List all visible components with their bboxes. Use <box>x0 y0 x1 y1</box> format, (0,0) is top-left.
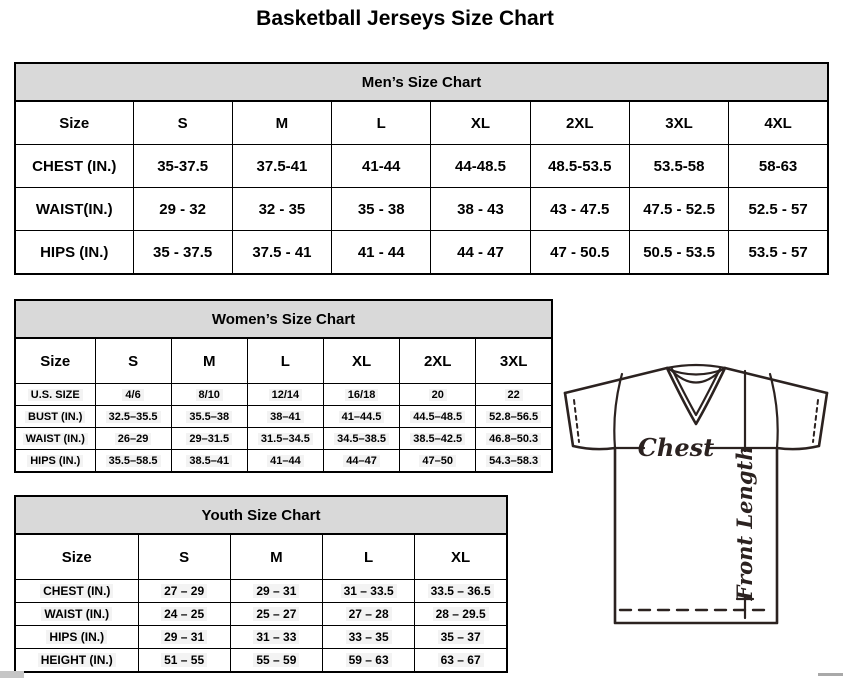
youth-value-cell <box>323 649 415 673</box>
youth-value-text: 51 – 55 <box>161 653 207 667</box>
womens-table-row <box>15 384 552 406</box>
mens-value-cell <box>530 231 629 275</box>
womens-row-label <box>15 450 95 473</box>
page-title: Basketball Jerseys Size Chart <box>256 7 554 30</box>
mens-table-row <box>15 231 828 275</box>
mens-value-cell <box>431 145 530 188</box>
mens-value-cell <box>530 188 629 231</box>
mens-value-text: 35 - 38 <box>357 200 405 218</box>
youth-value-cell <box>415 603 507 626</box>
womens-value-cell <box>95 384 171 406</box>
youth-table-row <box>15 603 507 626</box>
womens-value-text: 34.5–38.5 <box>334 433 389 445</box>
womens-table-title: Women’s Size Chart <box>15 300 552 338</box>
womens-value-text: 20 <box>429 389 447 401</box>
womens-column-header: XL <box>323 338 399 384</box>
jersey-seam-right <box>770 374 778 448</box>
jersey-measurement-diagram <box>558 358 836 630</box>
youth-value-cell <box>415 649 507 673</box>
mens-row-label-text: CHEST (IN.) <box>32 157 117 175</box>
womens-value-cell <box>323 406 399 428</box>
womens-value-cell <box>400 428 476 450</box>
mens-value-text: 58-63 <box>758 157 798 175</box>
youth-value-text: 24 – 25 <box>161 607 207 621</box>
womens-row-label <box>15 428 95 450</box>
womens-value-text: 52.8–56.5 <box>486 411 541 423</box>
mens-value-text: 44 - 47 <box>457 243 504 261</box>
womens-value-text: 44.5–48.5 <box>410 411 465 423</box>
womens-row-label-text: U.S. SIZE <box>28 389 83 401</box>
scrollbar-fragment-right[interactable] <box>818 673 843 676</box>
womens-value-cell <box>476 384 552 406</box>
mens-table-row <box>15 188 828 231</box>
youth-value-text: 27 – 29 <box>161 584 207 598</box>
mens-value-text: 52.5 - 57 <box>748 200 808 218</box>
youth-value-text: 25 – 27 <box>253 607 299 621</box>
womens-column-header: M <box>171 338 247 384</box>
youth-row-label-text: HEIGHT (IN.) <box>38 653 116 667</box>
womens-column-header: 2XL <box>400 338 476 384</box>
mens-value-cell <box>133 188 232 231</box>
youth-value-cell <box>138 580 230 603</box>
youth-column-header: L <box>323 534 415 580</box>
youth-value-text: 63 – 67 <box>438 653 484 667</box>
womens-row-label-text: HIPS (IN.) <box>27 455 83 467</box>
mens-column-header: S <box>133 101 232 145</box>
womens-value-text: 35.5–38 <box>186 411 232 423</box>
mens-value-text: 43 - 47.5 <box>550 200 610 218</box>
mens-value-text: 41 - 44 <box>357 243 405 261</box>
womens-value-text: 35.5–58.5 <box>106 455 161 467</box>
mens-row-label <box>15 231 133 275</box>
mens-value-text: 37.5-41 <box>256 157 308 175</box>
mens-value-cell <box>332 188 431 231</box>
womens-value-cell <box>476 450 552 473</box>
mens-value-text: 38 - 43 <box>457 200 504 218</box>
womens-value-text: 38.5–41 <box>186 455 232 467</box>
youth-value-cell <box>230 580 322 603</box>
mens-value-cell <box>729 145 828 188</box>
youth-size-table <box>14 495 508 673</box>
womens-row-label <box>15 384 95 406</box>
womens-value-cell <box>171 428 247 450</box>
womens-value-cell <box>323 428 399 450</box>
jersey-sleeve-left <box>565 393 615 449</box>
womens-value-text: 12/14 <box>269 389 303 401</box>
mens-value-text: 50.5 - 53.5 <box>643 243 715 261</box>
womens-value-text: 8/10 <box>196 389 223 401</box>
youth-value-text: 31 – 33 <box>253 630 299 644</box>
womens-value-text: 46.8–50.3 <box>486 433 541 445</box>
youth-column-header: Size <box>15 534 138 580</box>
youth-row-label-text: CHEST (IN.) <box>40 584 113 598</box>
womens-value-cell <box>247 406 323 428</box>
youth-value-text: 29 – 31 <box>253 584 299 598</box>
womens-value-cell <box>247 450 323 473</box>
womens-column-header: 3XL <box>476 338 552 384</box>
scrollbar-fragment-left[interactable] <box>0 671 24 678</box>
mens-value-cell <box>629 188 728 231</box>
womens-table-row <box>15 406 552 428</box>
womens-value-cell <box>95 450 171 473</box>
youth-value-cell <box>415 580 507 603</box>
youth-table-row <box>15 649 507 673</box>
mens-value-cell <box>530 145 629 188</box>
mens-value-cell <box>629 145 728 188</box>
mens-value-cell <box>431 188 530 231</box>
womens-value-text: 32.5–35.5 <box>106 411 161 423</box>
womens-row-label-text: BUST (IN.) <box>25 411 85 423</box>
womens-value-text: 31.5–34.5 <box>258 433 313 445</box>
youth-row-label <box>15 626 138 649</box>
womens-value-text: 41–44 <box>267 455 304 467</box>
jersey-outline-svg <box>558 358 836 630</box>
mens-value-cell <box>133 145 232 188</box>
womens-value-cell <box>323 384 399 406</box>
womens-value-text: 4/6 <box>122 389 143 401</box>
mens-value-text: 53.5 - 57 <box>748 243 808 261</box>
womens-value-text: 22 <box>505 389 523 401</box>
womens-size-table <box>14 299 553 473</box>
youth-value-text: 33 – 35 <box>346 630 392 644</box>
youth-column-header: S <box>138 534 230 580</box>
mens-row-label <box>15 145 133 188</box>
womens-value-cell <box>171 406 247 428</box>
youth-value-cell <box>323 580 415 603</box>
youth-value-text: 27 – 28 <box>346 607 392 621</box>
womens-value-cell <box>400 384 476 406</box>
youth-value-cell <box>230 649 322 673</box>
youth-table-title: Youth Size Chart <box>15 496 507 534</box>
mens-column-header: 2XL <box>530 101 629 145</box>
jersey-seam-left <box>614 374 622 448</box>
youth-row-label-text: WAIST (IN.) <box>41 607 112 621</box>
front-length-label: Front Length <box>732 445 757 601</box>
womens-value-cell <box>476 406 552 428</box>
mens-column-header: XL <box>431 101 530 145</box>
mens-value-text: 47.5 - 52.5 <box>643 200 715 218</box>
mens-value-cell <box>431 231 530 275</box>
mens-value-text: 47 - 50.5 <box>550 243 610 261</box>
youth-value-cell <box>138 649 230 673</box>
womens-value-text: 29–31.5 <box>186 433 232 445</box>
womens-value-cell <box>400 406 476 428</box>
youth-value-cell <box>415 626 507 649</box>
mens-value-cell <box>729 231 828 275</box>
womens-value-cell <box>247 428 323 450</box>
mens-table-title: Men’s Size Chart <box>15 63 828 101</box>
youth-column-header: M <box>230 534 322 580</box>
youth-value-cell <box>230 626 322 649</box>
youth-value-cell <box>230 603 322 626</box>
youth-value-text: 28 – 29.5 <box>433 607 489 621</box>
youth-row-label <box>15 603 138 626</box>
mens-value-text: 41-44 <box>362 157 401 175</box>
mens-value-text: 37.5 - 41 <box>252 243 312 261</box>
mens-column-header: M <box>232 101 331 145</box>
womens-column-header: S <box>95 338 171 384</box>
womens-value-text: 26–29 <box>115 433 152 445</box>
womens-value-cell <box>95 406 171 428</box>
youth-value-cell <box>138 603 230 626</box>
youth-row-label <box>15 580 138 603</box>
youth-row-label <box>15 649 138 673</box>
mens-value-text: 35 - 37.5 <box>153 243 213 261</box>
womens-value-cell <box>171 384 247 406</box>
youth-value-text: 31 – 33.5 <box>341 584 397 598</box>
mens-value-cell <box>332 145 431 188</box>
mens-row-label-text: WAIST(IN.) <box>35 200 113 218</box>
youth-value-cell <box>323 626 415 649</box>
mens-column-header: 4XL <box>729 101 828 145</box>
mens-value-cell <box>232 231 331 275</box>
mens-value-text: 29 - 32 <box>159 200 206 218</box>
youth-value-cell <box>323 603 415 626</box>
mens-table-row <box>15 145 828 188</box>
mens-value-text: 53.5-58 <box>653 157 705 175</box>
youth-row-label-text: HIPS (IN.) <box>46 630 107 644</box>
womens-value-cell <box>476 428 552 450</box>
mens-value-text: 32 - 35 <box>258 200 306 218</box>
mens-value-cell <box>232 188 331 231</box>
youth-value-text: 59 – 63 <box>346 653 392 667</box>
womens-table-row <box>15 428 552 450</box>
youth-column-header: XL <box>415 534 507 580</box>
womens-column-header: Size <box>15 338 95 384</box>
mens-value-cell <box>729 188 828 231</box>
womens-row-label-text: WAIST (IN.) <box>23 433 88 445</box>
mens-row-label <box>15 188 133 231</box>
jersey-shoulder-left <box>565 368 667 393</box>
womens-value-text: 41–44.5 <box>339 411 385 423</box>
youth-value-text: 55 – 59 <box>253 653 299 667</box>
womens-value-cell <box>247 384 323 406</box>
womens-value-cell <box>400 450 476 473</box>
mens-value-text: 35-37.5 <box>157 157 209 175</box>
mens-value-text: 44-48.5 <box>455 157 506 175</box>
jersey-shoulder-right <box>725 368 827 393</box>
womens-value-text: 38.5–42.5 <box>410 433 465 445</box>
womens-column-header: L <box>247 338 323 384</box>
womens-value-text: 47–50 <box>419 455 456 467</box>
mens-value-text: 48.5-53.5 <box>548 157 612 175</box>
mens-value-cell <box>332 231 431 275</box>
womens-row-label <box>15 406 95 428</box>
womens-value-text: 16/18 <box>345 389 379 401</box>
womens-value-text: 54.3–58.3 <box>486 455 541 467</box>
youth-value-text: 29 – 31 <box>161 630 207 644</box>
youth-value-text: 35 – 37 <box>438 630 484 644</box>
womens-value-text: 44–47 <box>343 455 380 467</box>
mens-value-cell <box>232 145 331 188</box>
mens-column-header: Size <box>15 101 133 145</box>
jersey-collar-top <box>667 365 725 368</box>
chest-label: Chest <box>637 433 715 462</box>
youth-table-row <box>15 626 507 649</box>
youth-value-text: 33.5 – 36.5 <box>428 584 494 598</box>
womens-value-text: 38–41 <box>267 411 304 423</box>
mens-column-header: L <box>332 101 431 145</box>
womens-table-row <box>15 450 552 473</box>
mens-value-cell <box>133 231 232 275</box>
youth-table-row <box>15 580 507 603</box>
jersey-cuff-dash-right <box>813 400 818 442</box>
womens-value-cell <box>323 450 399 473</box>
womens-value-cell <box>95 428 171 450</box>
mens-row-label-text: HIPS (IN.) <box>40 243 109 261</box>
jersey-sleeve-right <box>777 393 827 449</box>
youth-value-cell <box>138 626 230 649</box>
mens-size-table <box>14 62 829 275</box>
jersey-cuff-dash-left <box>574 400 579 442</box>
womens-value-cell <box>171 450 247 473</box>
mens-value-cell <box>629 231 728 275</box>
mens-column-header: 3XL <box>629 101 728 145</box>
